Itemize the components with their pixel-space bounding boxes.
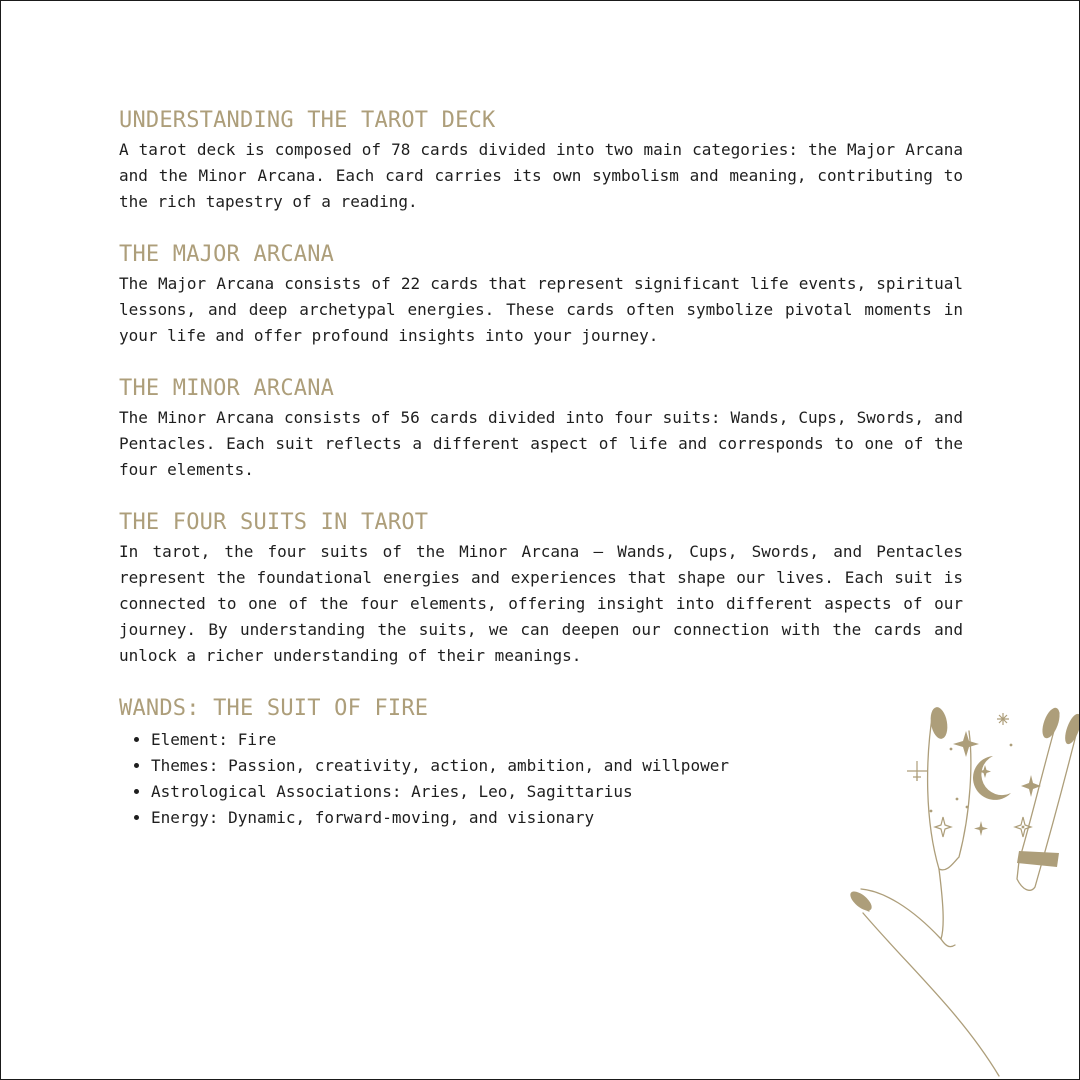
section-body: The Major Arcana consists of 22 cards that represent significant life events, spiritual lessons, and deep archetypal energies. These cards often symbolize pivotal moments in your life and offer profound insights into your journey. — [119, 274, 963, 345]
list-item: • Themes: Passion, creativity, action, ambition, and willpower — [151, 753, 963, 779]
list-item: • Element: Fire — [151, 727, 963, 753]
section-four-suits — [119, 509, 963, 669]
list-item: • Energy: Dynamic, forward-moving, and visionary — [151, 805, 963, 831]
content-column — [119, 107, 963, 857]
section-major-arcana — [119, 241, 963, 349]
section-understanding-deck — [119, 107, 963, 215]
section-body: A tarot deck is composed of 78 cards divided into two main categories: the Major Arcana and the Minor Arcana. Each card carries its own symbolism and meaning, contributing to the rich tapestry of a reading. — [119, 140, 963, 211]
section-title: THE MAJOR ARCANA — [119, 242, 335, 267]
section-wands — [119, 695, 963, 831]
section-minor-arcana — [119, 375, 963, 483]
section-title: WANDS: THE SUIT OF FIRE — [119, 696, 429, 721]
list-item: • Astrological Associations: Aries, Leo, Sagittarius — [151, 779, 963, 805]
wands-bullet-list — [119, 727, 963, 831]
section-title: THE FOUR SUITS IN TAROT — [119, 510, 429, 535]
hand-with-moon-and-stars-icon — [841, 701, 1080, 1080]
section-title: UNDERSTANDING THE TAROT DECK — [119, 108, 496, 133]
section-body: In tarot, the four suits of the Minor Arcana — Wands, Cups, Swords, and Pentacles represent the foundational energies and experiences that shape our lives. Each suit is connected to one of the four elements, offering insight into different aspects of our journey. By understanding the suits, we can deepen our connection with the cards and unlock a richer understanding of their meanings. — [119, 542, 963, 665]
section-title: THE MINOR ARCANA — [119, 376, 335, 401]
section-body: The Minor Arcana consists of 56 cards divided into four suits: Wands, Cups, Swords, and Pentacles. Each suit reflects a different aspect of life and corresponds to one of the four elements. — [119, 408, 963, 479]
